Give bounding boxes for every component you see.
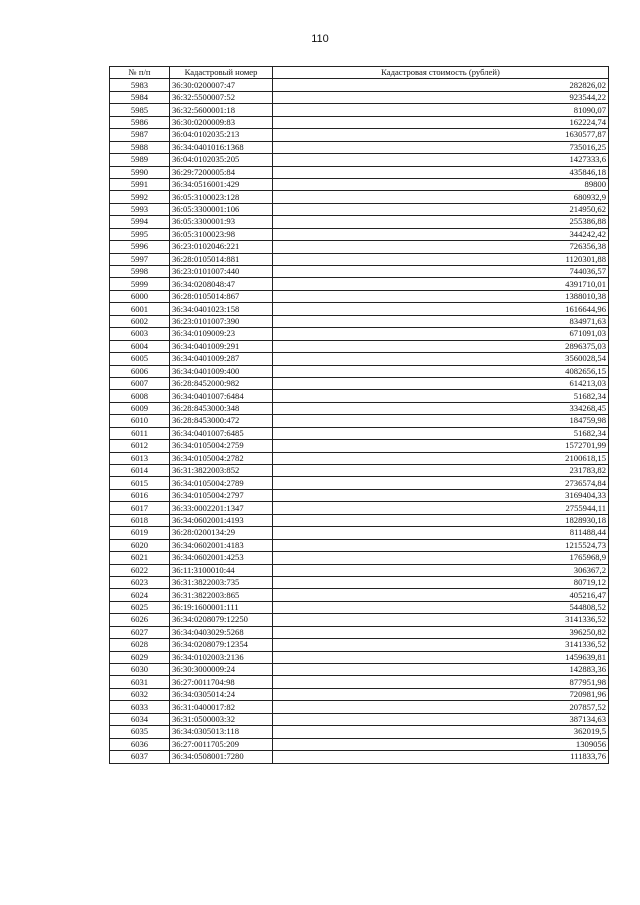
table-row [110,79,609,91]
row-number-cell: 6025 [110,601,170,613]
cadastral-number-cell: 36:29:7200005:84 [170,166,273,178]
row-number-cell: 6013 [110,452,170,464]
cadastral-value-cell: 3141336,52 [273,639,609,651]
cadastral-number-cell: 36:34:0401009:400 [170,365,273,377]
cadastral-number-cell: 36:05:3100023:98 [170,228,273,240]
cadastral-value-cell: 89800 [273,178,609,190]
cadastral-value-cell: 1616644,96 [273,303,609,315]
row-number-cell: 5987 [110,129,170,141]
row-number-cell: 6026 [110,614,170,626]
cadastral-value-cell: 735016,25 [273,141,609,153]
table-row [110,552,609,564]
row-number-cell: 6037 [110,751,170,763]
cadastral-number-cell: 36:23:0102046:221 [170,241,273,253]
table-row [110,253,609,265]
row-number-cell: 6029 [110,651,170,663]
row-number-cell: 6030 [110,664,170,676]
cadastral-number-cell: 36:28:8453000:472 [170,415,273,427]
row-number-cell: 6006 [110,365,170,377]
cadastral-number-cell: 36:34:0105004:2782 [170,452,273,464]
cadastral-number-cell: 36:34:0305013:118 [170,726,273,738]
table-row [110,701,609,713]
column-header-cadastral-number: Кадастровый номер [170,67,273,79]
table-row [110,104,609,116]
cadastral-number-cell: 36:23:0101007:390 [170,315,273,327]
page-number: 110 [311,33,329,45]
cadastral-value-cell: 1388010,38 [273,290,609,302]
cadastral-value-cell: 2736574,84 [273,477,609,489]
table-row [110,651,609,663]
cadastral-number-cell: 36:31:3822003:865 [170,589,273,601]
cadastral-value-cell: 207857,52 [273,701,609,713]
row-number-cell: 6027 [110,626,170,638]
cadastral-number-cell: 36:34:0602001:4193 [170,514,273,526]
row-number-cell: 6022 [110,564,170,576]
cadastral-value-cell: 3560028,54 [273,353,609,365]
row-number-cell: 5995 [110,228,170,240]
row-number-cell: 6017 [110,502,170,514]
cadastral-number-cell: 36:28:8452000:982 [170,377,273,389]
table-row [110,751,609,763]
cadastral-value-cell: 344242,42 [273,228,609,240]
table-row [110,216,609,228]
cadastral-number-cell: 36:05:3300001:93 [170,216,273,228]
cadastral-number-cell: 36:34:0403029:5268 [170,626,273,638]
cadastral-number-cell: 36:30:0200009:83 [170,116,273,128]
row-number-cell: 6015 [110,477,170,489]
cadastral-number-cell: 36:19:1600001:111 [170,601,273,613]
cadastral-value-cell: 80719,12 [273,576,609,588]
cadastral-value-cell: 2100618,15 [273,452,609,464]
cadastral-value-cell: 306367,2 [273,564,609,576]
cadastral-number-cell: 36:34:0401009:291 [170,340,273,352]
cadastral-number-cell: 36:34:0208048:47 [170,278,273,290]
table-row [110,178,609,190]
table-row [110,489,609,501]
row-number-cell: 5994 [110,216,170,228]
table-row [110,241,609,253]
table-row [110,576,609,588]
table-row [110,713,609,725]
row-number-cell: 6032 [110,688,170,700]
table-row [110,402,609,414]
table-row [110,527,609,539]
table-row [110,303,609,315]
row-number-cell: 6010 [110,415,170,427]
table-row [110,365,609,377]
cadastral-value-cell: 1215524,73 [273,539,609,551]
cadastral-number-cell: 36:34:0105004:2789 [170,477,273,489]
table-row [110,228,609,240]
row-number-cell: 6035 [110,726,170,738]
row-number-cell: 6033 [110,701,170,713]
table-row [110,601,609,613]
cadastral-number-cell: 36:30:0200007:47 [170,79,273,91]
row-number-cell: 5988 [110,141,170,153]
cadastral-number-cell: 36:34:0401023:158 [170,303,273,315]
cadastral-value-cell: 51682,34 [273,390,609,402]
table-row [110,129,609,141]
table-row [110,738,609,750]
table-row [110,203,609,215]
table-row [110,91,609,103]
row-number-cell: 5984 [110,91,170,103]
cadastral-value-cell: 680932,9 [273,191,609,203]
cadastral-number-cell: 36:34:0401009:287 [170,353,273,365]
table-row [110,415,609,427]
table-row [110,290,609,302]
row-number-cell: 6019 [110,527,170,539]
table-row [110,191,609,203]
cadastral-number-cell: 36:34:0105004:2759 [170,440,273,452]
cadastral-number-cell: 36:34:0401007:6484 [170,390,273,402]
row-number-cell: 5991 [110,178,170,190]
cadastral-value-cell: 1459639,81 [273,651,609,663]
column-header-number: № п/п [110,67,170,79]
cadastral-number-cell: 36:28:0105014:881 [170,253,273,265]
cadastral-value-cell: 671091,03 [273,328,609,340]
cadastral-number-cell: 36:34:0508001:7280 [170,751,273,763]
row-number-cell: 6002 [110,315,170,327]
table-row [110,477,609,489]
cadastral-number-cell: 36:34:0208079:12354 [170,639,273,651]
cadastral-value-cell: 923544,22 [273,91,609,103]
row-number-cell: 6031 [110,676,170,688]
cadastral-value-cell: 362019,5 [273,726,609,738]
table-row [110,328,609,340]
cadastral-value-cell: 1630577,87 [273,129,609,141]
cadastral-value-cell: 3169404,33 [273,489,609,501]
cadastral-value-cell: 1427333,6 [273,154,609,166]
cadastral-value-table [109,66,609,764]
row-number-cell: 6018 [110,514,170,526]
cadastral-value-cell: 1765968,9 [273,552,609,564]
row-number-cell: 5985 [110,104,170,116]
table-row [110,726,609,738]
cadastral-number-cell: 36:23:0101007:440 [170,266,273,278]
cadastral-number-cell: 36:28:8453000:348 [170,402,273,414]
table-row [110,639,609,651]
row-number-cell: 6036 [110,738,170,750]
table-row [110,564,609,576]
cadastral-value-cell: 396250,82 [273,626,609,638]
row-number-cell: 5992 [110,191,170,203]
table-row [110,377,609,389]
cadastral-value-cell: 1309056 [273,738,609,750]
cadastral-number-cell: 36:04:0102035:213 [170,129,273,141]
table-row [110,664,609,676]
row-number-cell: 6023 [110,576,170,588]
row-number-cell: 6016 [110,489,170,501]
table-row [110,614,609,626]
row-number-cell: 6034 [110,713,170,725]
table-row [110,452,609,464]
cadastral-value-cell: 744036,57 [273,266,609,278]
table-row [110,154,609,166]
cadastral-number-cell: 36:34:0102003:2136 [170,651,273,663]
row-number-cell: 5986 [110,116,170,128]
cadastral-number-cell: 36:05:3100023:128 [170,191,273,203]
row-number-cell: 6024 [110,589,170,601]
table-row [110,465,609,477]
cadastral-value-cell: 51682,34 [273,427,609,439]
cadastral-number-cell: 36:27:0011704:98 [170,676,273,688]
row-number-cell: 6021 [110,552,170,564]
table-row [110,166,609,178]
cadastral-value-cell: 1572701,99 [273,440,609,452]
cadastral-number-cell: 36:34:0109009:23 [170,328,273,340]
cadastral-number-cell: 36:31:3822003:852 [170,465,273,477]
cadastral-number-cell: 36:32:5600001:18 [170,104,273,116]
table-row [110,353,609,365]
cadastral-value-cell: 726356,38 [273,241,609,253]
table-row [110,502,609,514]
row-number-cell: 6007 [110,377,170,389]
cadastral-value-cell: 162224,74 [273,116,609,128]
table-row [110,626,609,638]
cadastral-number-cell: 36:34:0401007:6485 [170,427,273,439]
table-row [110,390,609,402]
row-number-cell: 5983 [110,79,170,91]
table-header-row [110,67,609,79]
cadastral-number-cell: 36:34:0305014:24 [170,688,273,700]
cadastral-value-cell: 877951,98 [273,676,609,688]
cadastral-value-cell: 435846,18 [273,166,609,178]
cadastral-value-cell: 2896375,03 [273,340,609,352]
cadastral-value-cell: 1120301,88 [273,253,609,265]
table-row [110,676,609,688]
table-row [110,116,609,128]
cadastral-number-cell: 36:28:0200134:29 [170,527,273,539]
cadastral-value-cell: 231783,82 [273,465,609,477]
cadastral-value-cell: 3141336,52 [273,614,609,626]
table-row [110,278,609,290]
cadastral-number-cell: 36:05:3300001:106 [170,203,273,215]
cadastral-value-cell: 544808,52 [273,601,609,613]
cadastral-value-cell: 834971,63 [273,315,609,327]
cadastral-value-cell: 720981,96 [273,688,609,700]
table-body [110,79,609,763]
row-number-cell: 6000 [110,290,170,302]
cadastral-number-cell: 36:31:0500003:32 [170,713,273,725]
row-number-cell: 6001 [110,303,170,315]
cadastral-number-cell: 36:34:0401016:1368 [170,141,273,153]
cadastral-number-cell: 36:34:0516001:429 [170,178,273,190]
cadastral-number-cell: 36:31:0400017:82 [170,701,273,713]
cadastral-value-cell: 142883,36 [273,664,609,676]
cadastral-value-cell: 811488,44 [273,527,609,539]
cadastral-number-cell: 36:32:5500007:52 [170,91,273,103]
cadastral-number-cell: 36:27:0011705:209 [170,738,273,750]
row-number-cell: 5989 [110,154,170,166]
row-number-cell: 6020 [110,539,170,551]
cadastral-value-cell: 111833,76 [273,751,609,763]
cadastral-value-cell: 255386,88 [273,216,609,228]
cadastral-number-cell: 36:28:0105014:867 [170,290,273,302]
table-row [110,440,609,452]
cadastral-value-cell: 282826,02 [273,79,609,91]
row-number-cell: 6003 [110,328,170,340]
column-header-cadastral-value: Кадастровая стоимость (рублей) [273,67,609,79]
cadastral-value-cell: 614213,03 [273,377,609,389]
row-number-cell: 6011 [110,427,170,439]
cadastral-number-cell: 36:34:0105004:2797 [170,489,273,501]
row-number-cell: 6014 [110,465,170,477]
cadastral-value-cell: 2755944,11 [273,502,609,514]
row-number-cell: 6008 [110,390,170,402]
cadastral-value-cell: 4391710,01 [273,278,609,290]
cadastral-value-cell: 387134,63 [273,713,609,725]
row-number-cell: 6012 [110,440,170,452]
cadastral-value-cell: 4082656,15 [273,365,609,377]
table-row [110,514,609,526]
cadastral-number-cell: 36:34:0208079:12250 [170,614,273,626]
cadastral-value-cell: 81090,07 [273,104,609,116]
row-number-cell: 5998 [110,266,170,278]
cadastral-value-cell: 334268,45 [273,402,609,414]
row-number-cell: 6004 [110,340,170,352]
row-number-cell: 5996 [110,241,170,253]
row-number-cell: 5999 [110,278,170,290]
cadastral-number-cell: 36:34:0602001:4253 [170,552,273,564]
row-number-cell: 6028 [110,639,170,651]
cadastral-number-cell: 36:33:0002201:1347 [170,502,273,514]
cadastral-value-cell: 214950,62 [273,203,609,215]
table-row [110,539,609,551]
cadastral-value-cell: 1828930,18 [273,514,609,526]
cadastral-number-cell: 36:11:3100010:44 [170,564,273,576]
table-row [110,427,609,439]
cadastral-value-cell: 405216,47 [273,589,609,601]
row-number-cell: 6009 [110,402,170,414]
cadastral-number-cell: 36:34:0602001:4183 [170,539,273,551]
table-row [110,589,609,601]
cadastral-number-cell: 36:31:3822003:735 [170,576,273,588]
table-row [110,315,609,327]
cadastral-value-cell: 184759,98 [273,415,609,427]
row-number-cell: 5993 [110,203,170,215]
table-row [110,340,609,352]
row-number-cell: 5990 [110,166,170,178]
row-number-cell: 6005 [110,353,170,365]
table-row [110,266,609,278]
row-number-cell: 5997 [110,253,170,265]
cadastral-number-cell: 36:04:0102035:205 [170,154,273,166]
cadastral-number-cell: 36:30:3000009:24 [170,664,273,676]
table-row [110,141,609,153]
table-row [110,688,609,700]
